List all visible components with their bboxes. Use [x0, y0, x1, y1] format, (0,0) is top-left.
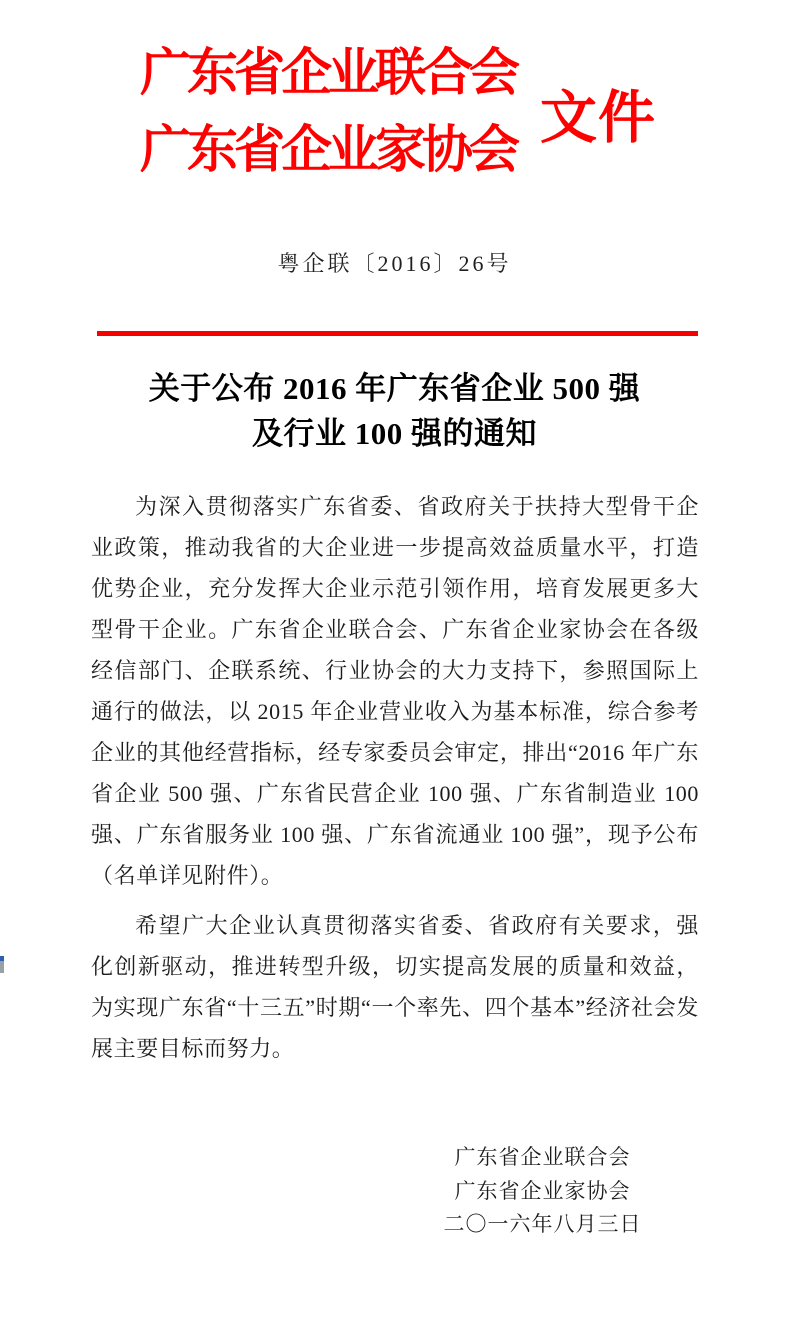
scan-edge-artifact [0, 956, 4, 973]
document-title-line1: 关于公布 2016 年广东省企业 500 强 [148, 371, 641, 406]
signature-org2: 广东省企业家协会 [454, 1178, 631, 1203]
signature-block [420, 1141, 665, 1242]
letterhead-org-line1: 广东省企业联合会 [140, 46, 517, 102]
letterhead-doc-type-label: 文件 [540, 87, 656, 150]
document-title-line2: 及行业 100 强的通知 [252, 416, 537, 451]
document-body [91, 486, 699, 1069]
document-title [0, 366, 789, 456]
letterhead-org-line2: 广东省企业家协会 [140, 123, 517, 179]
letterhead-org-names [140, 36, 516, 190]
body-paragraph-2: 希望广大企业认真贯彻落实省委、省政府有关要求，强化创新驱动，推进转型升级，切实提高发展的质量和效益，为实现广东省“十三五”时期“一个率先、四个基本”经济社会发展主要目标而努力。 [91, 913, 699, 1061]
document-number: 粤企联〔2016〕26号 [277, 251, 512, 276]
signature-date: 二〇一六年八月三日 [443, 1212, 642, 1236]
letterhead-red-rule [97, 331, 698, 336]
signature-org1: 广东省企业联合会 [454, 1145, 631, 1169]
body-paragraph-1: 为深入贯彻落实广东省委、省政府关于扶持大型骨干企业政策，推动我省的大企业进一步提高效益质量水平，打造优势企业，充分发挥大企业示范引领作用，培育发展更多大型骨干企业。广东省企业联合会、广东省企业家协会在各级经信部门、企联系统、行业协会的大力支持下，参照国际上通行的做法，以 2015 年企业营业收入为基本标准，综合参考企业的其他经营指标，经专家委员会审定，排出“2016 年广东省企业 500 强、广东省民营企业 100 强、广东省制造业 100 强、广东省服务业 100 强、广东省流通业 100 强”，现予公布（名单详见附件）。 [91, 494, 699, 888]
